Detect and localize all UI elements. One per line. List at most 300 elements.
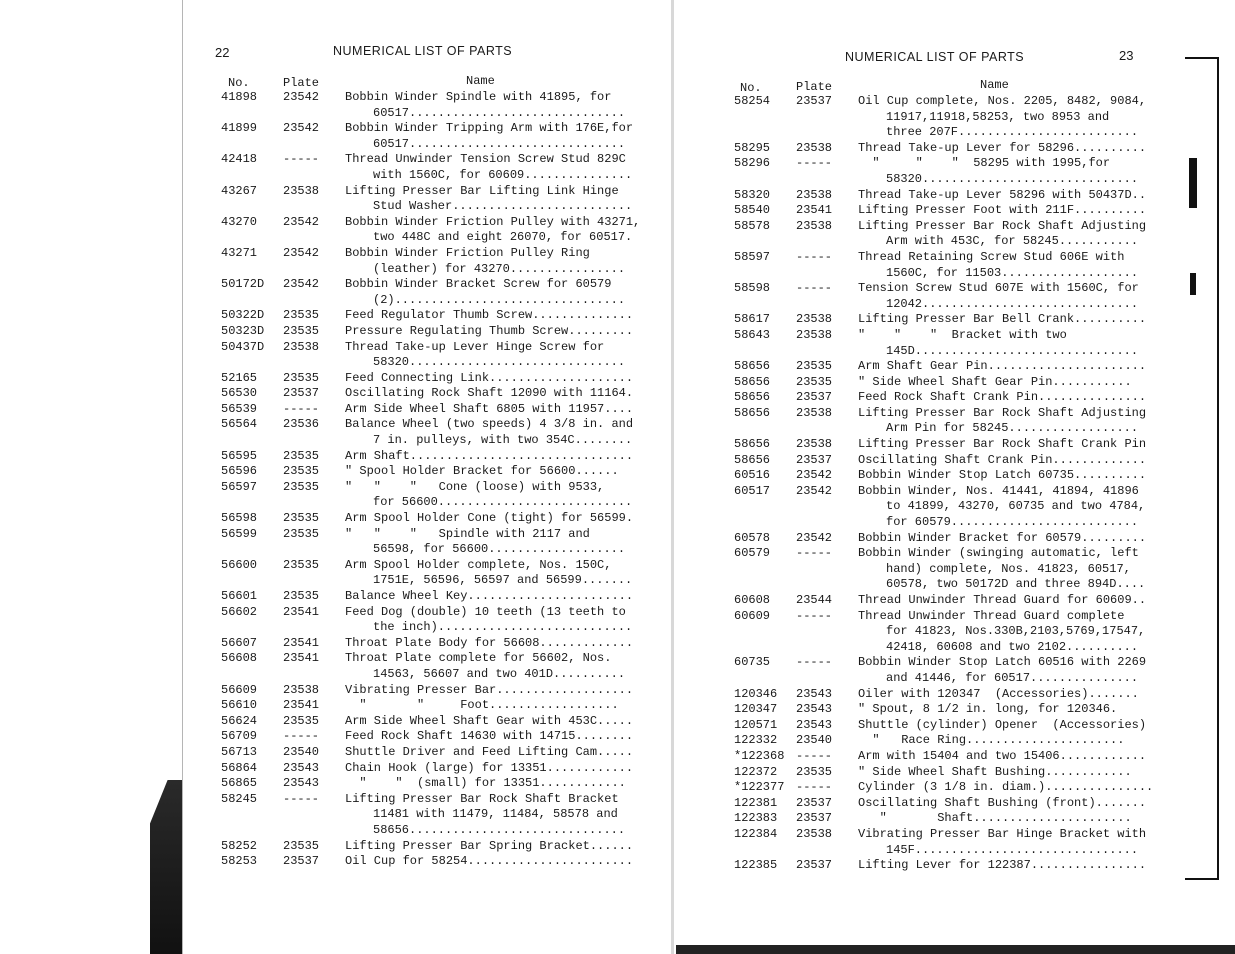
part-entry bbox=[221, 511, 661, 527]
part-name-line: and 41446, for 60517............... bbox=[886, 670, 1139, 685]
part-name-line: 58656.............................. bbox=[373, 822, 626, 837]
part-number: 56865 bbox=[221, 776, 258, 791]
part-name-line: " " " Cone (loose) with 9533, bbox=[345, 479, 605, 494]
part-entry bbox=[734, 765, 1204, 781]
part-number: 60516 bbox=[734, 468, 771, 483]
part-number: 56598 bbox=[221, 511, 258, 526]
part-number: 122332 bbox=[734, 733, 778, 748]
part-entry bbox=[221, 184, 661, 215]
part-name bbox=[345, 277, 661, 308]
part-name bbox=[858, 718, 1204, 734]
plate-number: 23538 bbox=[796, 327, 833, 342]
part-name-line: for 56600........................... bbox=[373, 495, 633, 510]
part-name-line: the inch)........................... bbox=[373, 620, 633, 635]
part-name bbox=[345, 371, 661, 387]
plate-number: 23537 bbox=[283, 854, 320, 869]
part-name bbox=[858, 312, 1204, 328]
part-entry bbox=[734, 702, 1204, 718]
part-name-line: 11481 with 11479, 11484, 58578 and bbox=[373, 807, 618, 822]
plate-number: 23541 bbox=[796, 203, 833, 218]
part-entry bbox=[734, 188, 1204, 204]
part-name bbox=[858, 546, 1204, 593]
part-name-line: Bobbin Winder Bracket Screw for 60579 bbox=[345, 277, 612, 292]
part-entry bbox=[734, 281, 1204, 312]
part-entry bbox=[734, 687, 1204, 703]
part-entry bbox=[221, 340, 661, 371]
part-number: 58597 bbox=[734, 249, 771, 264]
part-entry bbox=[734, 375, 1204, 391]
part-name-line: to 41899, 43270, 60735 and two 4784, bbox=[886, 499, 1146, 514]
part-name bbox=[858, 203, 1204, 219]
part-number: 56608 bbox=[221, 651, 258, 666]
plate-number: 23535 bbox=[283, 308, 320, 323]
plate-number: 23543 bbox=[796, 702, 833, 717]
part-name-line: Bobbin Winder Stop Latch 60516 with 2269 bbox=[858, 655, 1147, 670]
part-name-line: " Side Wheel Shaft Bushing............ bbox=[858, 764, 1132, 779]
part-name-line: Vibrating Presser Bar................... bbox=[345, 682, 634, 697]
part-name-line: two 448C and eight 26070, for 60517. bbox=[373, 230, 633, 245]
part-number: 52165 bbox=[221, 370, 258, 385]
part-name-line: Bobbin Winder Friction Pulley Ring bbox=[345, 245, 590, 260]
plate-number: 23542 bbox=[796, 483, 833, 498]
part-name-line: Arm Side Wheel Shaft Gear with 453C..... bbox=[345, 713, 634, 728]
parts-list bbox=[734, 94, 1204, 874]
part-number: 56597 bbox=[221, 479, 258, 494]
part-entry bbox=[734, 593, 1204, 609]
part-number: 41898 bbox=[221, 90, 258, 104]
part-name bbox=[345, 698, 661, 714]
part-name-line: Bobbin Winder (swinging automatic, left bbox=[858, 546, 1139, 561]
part-entry bbox=[734, 141, 1204, 157]
part-name-line: Thread Unwinder Thread Guard for 60609.. bbox=[858, 593, 1147, 607]
part-entry bbox=[734, 718, 1204, 734]
part-entry bbox=[734, 390, 1204, 406]
part-name bbox=[345, 480, 661, 511]
part-name-line: Balance Wheel Key....................... bbox=[345, 589, 634, 603]
part-name-line: Tension Screw Stud 607E with 1560C, for bbox=[858, 281, 1139, 296]
part-number: *122368 bbox=[734, 748, 785, 763]
part-number: 58245 bbox=[221, 791, 258, 806]
part-name-line: Vibrating Presser Bar Hinge Bracket with bbox=[858, 826, 1147, 841]
plate-number: 23543 bbox=[796, 686, 833, 701]
part-name-line: with 1560C, for 60609............... bbox=[373, 167, 633, 182]
part-name bbox=[858, 733, 1204, 749]
part-name bbox=[858, 453, 1204, 469]
part-name-line: Feed Rock Shaft 14630 with 14715........ bbox=[345, 729, 634, 744]
plate-number: ----- bbox=[796, 780, 833, 795]
part-number: 56713 bbox=[221, 744, 258, 759]
part-name-line: Arm Spool Holder Cone (tight) for 56599. bbox=[345, 511, 634, 526]
part-name bbox=[345, 246, 661, 277]
part-entry bbox=[221, 527, 661, 558]
part-name-line: 12042.............................. bbox=[886, 296, 1139, 311]
plate-number: 23535 bbox=[283, 589, 320, 603]
part-number: 56864 bbox=[221, 760, 258, 775]
plate-number: ----- bbox=[796, 655, 833, 670]
plate-number: 23538 bbox=[796, 437, 833, 452]
plate-number: ----- bbox=[796, 608, 833, 623]
part-name-line: Arm Side Wheel Shaft 6805 with 11957.... bbox=[345, 401, 634, 416]
part-name-line: 42418, 60608 and two 2102.......... bbox=[886, 639, 1139, 654]
plate-number: 23537 bbox=[796, 94, 833, 108]
part-name-line: Lifting Presser Bar Bell Crank.......... bbox=[858, 312, 1147, 327]
part-entry bbox=[221, 121, 661, 152]
part-entry bbox=[221, 386, 661, 402]
part-entry bbox=[734, 796, 1204, 812]
parts-list bbox=[221, 90, 661, 870]
plate-number: 23538 bbox=[796, 140, 833, 155]
page-number: 22 bbox=[215, 45, 230, 60]
part-entry bbox=[221, 776, 661, 792]
part-name-line: Bobbin Winder Spindle with 41895, for bbox=[345, 90, 612, 104]
part-number: 60609 bbox=[734, 608, 771, 623]
part-name bbox=[345, 184, 661, 215]
part-name bbox=[345, 792, 661, 839]
part-number: 60735 bbox=[734, 655, 771, 670]
part-name bbox=[345, 340, 661, 371]
part-entry bbox=[734, 531, 1204, 547]
plate-number: 23541 bbox=[283, 604, 320, 619]
part-number: 58254 bbox=[734, 94, 771, 108]
part-name-line: " Shaft...................... bbox=[858, 811, 1132, 826]
part-name-line: Oscillating Shaft Crank Pin............. bbox=[858, 452, 1147, 467]
part-name bbox=[858, 858, 1204, 874]
part-number: 56602 bbox=[221, 604, 258, 619]
plate-number: 23535 bbox=[283, 464, 320, 479]
part-entry bbox=[221, 558, 661, 589]
part-name-line: Thread Take-up Lever for 58296.......... bbox=[858, 140, 1147, 155]
part-name-line: for 60579.......................... bbox=[886, 515, 1139, 530]
part-number: 56607 bbox=[221, 635, 258, 650]
part-name-line: 60578, two 50172D and three 894D.... bbox=[886, 577, 1146, 592]
plate-number: 23537 bbox=[796, 390, 833, 405]
part-name-line: 145D............................... bbox=[886, 343, 1139, 358]
plate-number: 23542 bbox=[796, 530, 833, 545]
part-name bbox=[858, 655, 1204, 686]
plate-number: ----- bbox=[796, 249, 833, 264]
part-number: 58656 bbox=[734, 359, 771, 374]
part-number: 56539 bbox=[221, 401, 258, 416]
part-name bbox=[345, 511, 661, 527]
part-name bbox=[858, 219, 1204, 250]
part-entry bbox=[221, 698, 661, 714]
part-name bbox=[345, 839, 661, 855]
plate-number: 23535 bbox=[796, 359, 833, 374]
plate-number: 23541 bbox=[283, 698, 320, 713]
part-name-line: Throat Plate complete for 56602, Nos. bbox=[345, 651, 612, 666]
part-entry bbox=[221, 324, 661, 340]
part-name bbox=[345, 324, 661, 340]
plate-number: 23535 bbox=[283, 479, 320, 494]
part-name-line: " Spool Holder Bracket for 56600...... bbox=[345, 464, 619, 479]
part-name-line: " " " Spindle with 2117 and bbox=[345, 526, 590, 541]
part-name bbox=[345, 121, 661, 152]
part-name-line: Chain Hook (large) for 13351............ bbox=[345, 760, 634, 775]
plate-number: 23535 bbox=[283, 370, 320, 385]
part-name-line: Thread Unwinder Thread Guard complete bbox=[858, 608, 1125, 623]
part-name-line: Oil Cup complete, Nos. 2205, 8482, 9084, bbox=[858, 94, 1147, 108]
part-name bbox=[858, 687, 1204, 703]
part-number: 41899 bbox=[221, 121, 258, 136]
column-header-name: Name bbox=[980, 78, 1009, 92]
plate-number: ----- bbox=[283, 152, 320, 167]
plate-number: 23535 bbox=[283, 448, 320, 463]
part-name-line: Lifting Presser Bar Rock Shaft Crank Pin bbox=[858, 437, 1147, 452]
part-name bbox=[858, 188, 1204, 204]
part-name-line: Balance Wheel (two speeds) 4 3/8 in. and bbox=[345, 417, 634, 432]
part-entry bbox=[221, 464, 661, 480]
part-name-line: Arm Spool Holder complete, Nos. 150C, bbox=[345, 557, 612, 572]
part-name-line: Lifting Presser Bar Rock Shaft Adjusting bbox=[858, 405, 1147, 420]
part-entry bbox=[221, 636, 661, 652]
part-name bbox=[345, 605, 661, 636]
plate-number: 23543 bbox=[283, 760, 320, 775]
plate-number: 23541 bbox=[283, 651, 320, 666]
part-entry bbox=[734, 453, 1204, 469]
part-name bbox=[858, 141, 1204, 157]
part-name-line: " " " Bracket with two bbox=[858, 327, 1067, 342]
part-name-line: " " " 58295 with 1995,for bbox=[858, 156, 1111, 171]
page-title: NUMERICAL LIST OF PARTS bbox=[845, 50, 1025, 64]
part-entry bbox=[734, 484, 1204, 531]
plate-number: 23538 bbox=[796, 187, 833, 202]
part-entry bbox=[734, 733, 1204, 749]
column-header-no: No. bbox=[228, 76, 250, 90]
part-name-line: 1751E, 56596, 56597 and 56599....... bbox=[373, 573, 633, 588]
plate-number: ----- bbox=[796, 281, 833, 296]
part-entry bbox=[734, 468, 1204, 484]
part-name bbox=[345, 308, 661, 324]
part-number: 58656 bbox=[734, 437, 771, 452]
part-entry bbox=[221, 449, 661, 465]
part-name-line: Feed Connecting Link.................... bbox=[345, 370, 634, 385]
part-name-line: Oscillating Rock Shaft 12090 with 11164. bbox=[345, 386, 634, 401]
column-header-name: Name bbox=[466, 74, 495, 88]
part-name bbox=[858, 281, 1204, 312]
part-entry bbox=[734, 203, 1204, 219]
plate-number: 23542 bbox=[283, 121, 320, 136]
part-name bbox=[858, 406, 1204, 437]
part-number: 50322D bbox=[221, 308, 265, 323]
part-name-line: Feed Dog (double) 10 teeth (13 teeth to bbox=[345, 604, 626, 619]
part-number: 58656 bbox=[734, 452, 771, 467]
part-name-line: 58320.............................. bbox=[373, 355, 626, 370]
part-name-line: for 41823, Nos.330B,2103,5769,17547, bbox=[886, 624, 1146, 639]
part-entry bbox=[221, 152, 661, 183]
part-name-line: Pressure Regulating Thumb Screw......... bbox=[345, 323, 634, 338]
part-name-line: 60517.............................. bbox=[373, 136, 626, 151]
part-name-line: Lifting Presser Foot with 211F.......... bbox=[858, 203, 1147, 218]
part-number: 60579 bbox=[734, 546, 771, 561]
part-number: 58656 bbox=[734, 405, 771, 420]
part-name bbox=[345, 714, 661, 730]
part-name-line: Lifting Presser Bar Rock Shaft Bracket bbox=[345, 791, 619, 806]
plate-number: 23543 bbox=[796, 717, 833, 732]
plate-number: 23544 bbox=[796, 593, 833, 607]
part-name-line: Bobbin Winder Stop Latch 60735.......... bbox=[858, 468, 1147, 483]
part-entry bbox=[221, 683, 661, 699]
part-name bbox=[345, 745, 661, 761]
plate-number: ----- bbox=[283, 791, 320, 806]
part-name-line: Thread Unwinder Tension Screw Stud 829C bbox=[345, 152, 626, 167]
part-number: 56609 bbox=[221, 682, 258, 697]
part-name-line: Arm Pin for 58245.................. bbox=[886, 421, 1139, 436]
part-entry bbox=[734, 858, 1204, 874]
part-number: 42418 bbox=[221, 152, 258, 167]
plate-number: ----- bbox=[796, 156, 833, 171]
plate-number: 23535 bbox=[283, 323, 320, 338]
part-number: 50437D bbox=[221, 339, 265, 354]
part-name-line: Stud Washer......................... bbox=[373, 199, 633, 214]
plate-number: 23542 bbox=[283, 245, 320, 260]
part-name bbox=[858, 702, 1204, 718]
plate-number: 23537 bbox=[796, 858, 833, 873]
part-number: 50172D bbox=[221, 277, 265, 292]
part-entry bbox=[221, 402, 661, 418]
part-name-line: Bobbin Winder, Nos. 41441, 41894, 41896 bbox=[858, 483, 1139, 498]
part-name bbox=[858, 375, 1204, 391]
plate-number: 23537 bbox=[796, 811, 833, 826]
part-number: 58617 bbox=[734, 312, 771, 327]
part-name bbox=[345, 417, 661, 448]
right-page bbox=[676, 0, 1235, 954]
part-number: 56599 bbox=[221, 526, 258, 541]
part-entry bbox=[221, 90, 661, 121]
part-name bbox=[858, 765, 1204, 781]
part-name-line: Feed Rock Shaft Crank Pin............... bbox=[858, 390, 1147, 405]
part-entry bbox=[221, 277, 661, 308]
part-entry bbox=[734, 811, 1204, 827]
part-name-line: Feed Regulator Thumb Screw.............. bbox=[345, 308, 634, 323]
part-entry bbox=[734, 219, 1204, 250]
plate-number: 23540 bbox=[283, 744, 320, 759]
part-name bbox=[345, 636, 661, 652]
plate-number: 23538 bbox=[796, 218, 833, 233]
part-name bbox=[345, 90, 661, 121]
column-header-no: No. bbox=[740, 81, 762, 95]
part-name bbox=[858, 94, 1204, 141]
part-name-line: Oiler with 120347 (Accessories)....... bbox=[858, 686, 1139, 701]
part-number: 56530 bbox=[221, 386, 258, 401]
part-name-line: Bobbin Winder Tripping Arm with 176E,for bbox=[345, 121, 634, 136]
part-number: 58643 bbox=[734, 327, 771, 342]
plate-number: 23541 bbox=[283, 635, 320, 650]
plate-number: 23535 bbox=[283, 838, 320, 853]
plate-number: ----- bbox=[283, 401, 320, 416]
part-name bbox=[345, 761, 661, 777]
part-entry bbox=[734, 328, 1204, 359]
plate-number: 23538 bbox=[283, 183, 320, 198]
part-name bbox=[858, 749, 1204, 765]
part-number: 56709 bbox=[221, 729, 258, 744]
part-number: 60578 bbox=[734, 530, 771, 545]
part-name-line: " Race Ring...................... bbox=[858, 733, 1125, 748]
part-name bbox=[858, 780, 1204, 796]
part-name-line: (leather) for 43270................ bbox=[373, 261, 626, 276]
part-entry bbox=[734, 827, 1204, 858]
part-number: 50323D bbox=[221, 323, 265, 338]
part-name-line: " Side Wheel Shaft Gear Pin........... bbox=[858, 374, 1132, 389]
part-entry bbox=[734, 94, 1204, 141]
part-entry bbox=[734, 406, 1204, 437]
part-number: 56610 bbox=[221, 698, 258, 713]
part-entry bbox=[221, 417, 661, 448]
part-entry bbox=[221, 605, 661, 636]
part-name bbox=[858, 156, 1204, 187]
part-entry bbox=[734, 609, 1204, 656]
plate-number: 23535 bbox=[283, 511, 320, 526]
part-name bbox=[858, 827, 1204, 858]
part-name-line: Cylinder (3 1/8 in. diam.)............... bbox=[858, 780, 1154, 795]
plate-number: 23538 bbox=[283, 339, 320, 354]
part-name-line: Lifting Presser Bar Rock Shaft Adjusting bbox=[858, 218, 1147, 233]
part-name bbox=[345, 683, 661, 699]
part-name-line: (2)................................ bbox=[373, 292, 626, 307]
part-name bbox=[345, 776, 661, 792]
part-number: 58253 bbox=[221, 854, 258, 869]
part-number: 56624 bbox=[221, 713, 258, 728]
part-number: 56564 bbox=[221, 417, 258, 432]
part-name-line: three 207F......................... bbox=[886, 125, 1139, 140]
part-name-line: " Spout, 8 1/2 in. long, for 120346. bbox=[858, 702, 1118, 717]
part-name-line: Shuttle Driver and Feed Lifting Cam..... bbox=[345, 744, 634, 759]
part-entry bbox=[221, 745, 661, 761]
part-name-line: Arm Shaft............................... bbox=[345, 448, 634, 463]
part-entry bbox=[734, 749, 1204, 765]
part-name-line: Lifting Presser Bar Spring Bracket...... bbox=[345, 838, 634, 853]
part-name bbox=[345, 651, 661, 682]
part-entry bbox=[221, 246, 661, 277]
part-number: 56600 bbox=[221, 557, 258, 572]
part-name-line: Thread Take-up Lever 58296 with 50437D.. bbox=[858, 187, 1147, 202]
column-header-plate: Plate bbox=[283, 76, 320, 90]
part-name bbox=[858, 437, 1204, 453]
part-number: 60517 bbox=[734, 483, 771, 498]
part-entry bbox=[221, 308, 661, 324]
part-entry bbox=[221, 854, 661, 870]
part-number: 58320 bbox=[734, 187, 771, 202]
part-name-line: Thread Take-up Lever Hinge Screw for bbox=[345, 339, 605, 354]
part-entry bbox=[221, 792, 661, 839]
part-number: 122372 bbox=[734, 764, 778, 779]
part-name-line: 14563, 56607 and two 401D.......... bbox=[373, 666, 626, 681]
part-name-line: Oscillating Shaft Bushing (front)....... bbox=[858, 795, 1147, 810]
part-entry bbox=[734, 780, 1204, 796]
plate-number: 23543 bbox=[283, 776, 320, 791]
part-name-line: Arm Shaft Gear Pin...................... bbox=[858, 359, 1147, 374]
plate-number: 23542 bbox=[283, 214, 320, 229]
part-number: 60608 bbox=[734, 593, 771, 607]
plate-number: 23542 bbox=[283, 277, 320, 292]
part-entry bbox=[734, 546, 1204, 593]
plate-number: 23538 bbox=[796, 826, 833, 841]
part-name-line: Shuttle (cylinder) Opener (Accessories) bbox=[858, 717, 1147, 732]
part-number: 120571 bbox=[734, 717, 778, 732]
part-number: 58578 bbox=[734, 218, 771, 233]
part-name bbox=[345, 449, 661, 465]
part-name bbox=[858, 390, 1204, 406]
part-number: 58540 bbox=[734, 203, 771, 218]
part-number: 56601 bbox=[221, 589, 258, 603]
part-name-line: 11917,11918,58253, two 8953 and bbox=[886, 109, 1110, 124]
plate-number: 23535 bbox=[796, 374, 833, 389]
part-name-line: Thread Retaining Screw Stud 606E with bbox=[858, 249, 1125, 264]
part-number: 56596 bbox=[221, 464, 258, 479]
part-number: *122377 bbox=[734, 780, 785, 795]
plate-number: ----- bbox=[283, 729, 320, 744]
part-name bbox=[345, 729, 661, 745]
part-name bbox=[858, 811, 1204, 827]
